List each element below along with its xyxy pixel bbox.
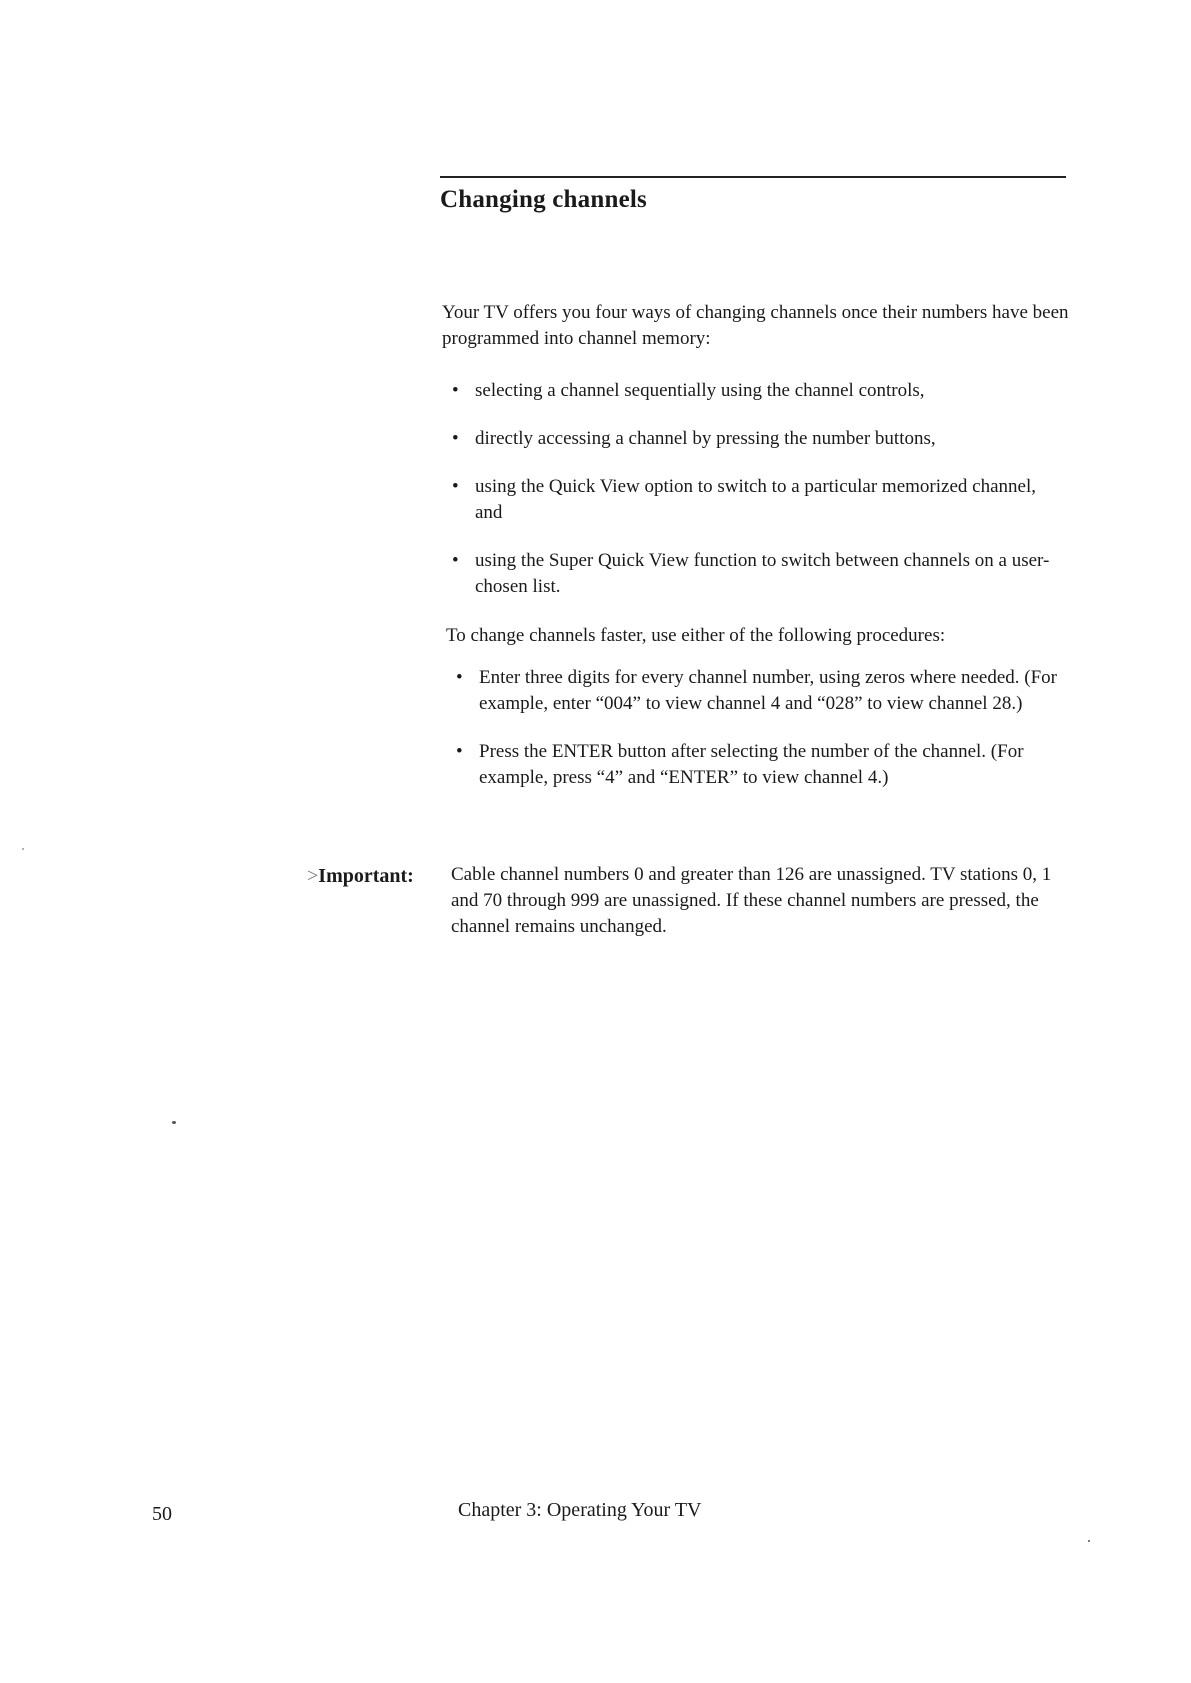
list-item: • directly accessing a channel by pressing the number buttons,	[448, 426, 1068, 452]
scan-speck	[172, 1121, 176, 1124]
scan-speck	[1088, 1540, 1090, 1542]
list-item: • using the Quick View option to switch to a particular memorized channel, and	[448, 474, 1068, 526]
list-item: • Press the ENTER button after selecting the number of the channel. (For example, press “4” and “ENTER” to view channel 4.)	[452, 739, 1072, 791]
procedures-list	[452, 665, 1072, 813]
list-item: • Enter three digits for every channel number, using zeros where needed. (For example, enter “004” to view channel 4 and “028” to view channel 28.)	[452, 665, 1072, 717]
important-label	[307, 865, 414, 888]
intro-paragraph: Your TV offers you four ways of changing channels once their numbers have been programmed into channel memory:	[442, 302, 1069, 349]
list-item: • selecting a channel sequentially using the channel controls,	[448, 378, 1068, 404]
important-note-text: Cable channel numbers 0 and greater than 126 are unassigned. TV stations 0, 1 and 70 through 999 are unassigned. If these channel numbers are pressed, the channel remains unchanged.	[451, 864, 1052, 937]
procedures-intro: To change channels faster, use either of the following procedures:	[446, 625, 946, 646]
note-arrow: >	[307, 865, 319, 887]
section-rule	[440, 176, 1066, 178]
page-number: 50	[152, 1503, 172, 1525]
important-label-text: Important:	[318, 865, 414, 887]
scan-speck	[22, 848, 24, 850]
channel-methods-list	[448, 378, 1068, 622]
section-title: Changing channels	[440, 186, 647, 213]
chapter-footer: Chapter 3: Operating Your TV	[458, 1499, 702, 1521]
list-item: • using the Super Quick View function to switch between channels on a user-chosen list.	[448, 548, 1068, 600]
